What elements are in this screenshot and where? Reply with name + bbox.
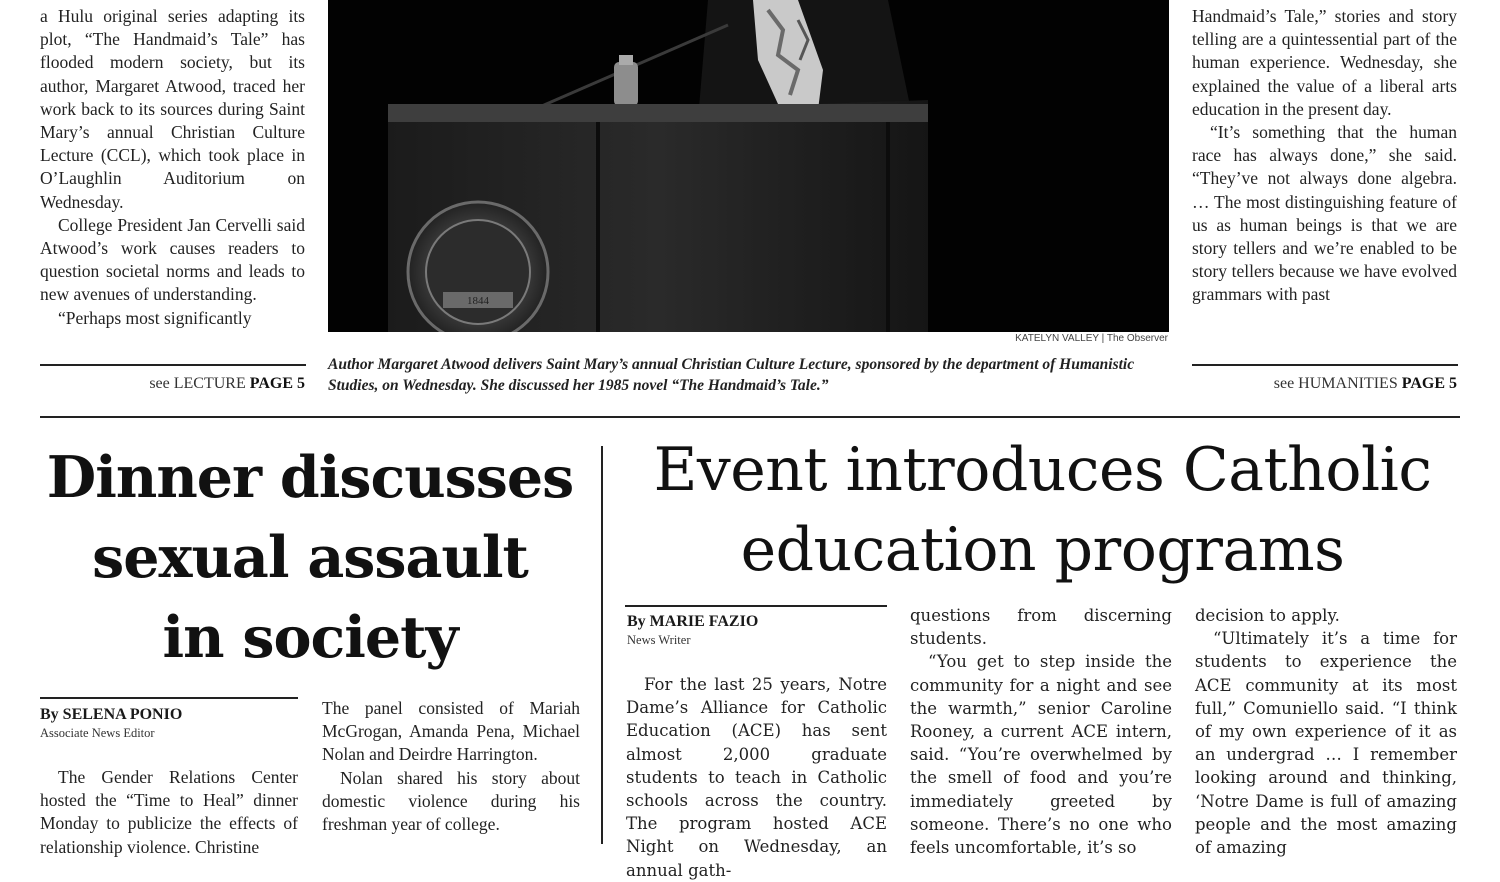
lecture-right-paragraph: “It’s something that the human race has always done,” she said. “They’ve not always done algebra. … The most distinguishing feature of us as human beings is that we are story tellers and we’re enabled to be story tellers because we have evolved grammars with past (1192, 122, 1457, 305)
dinner-byline (40, 706, 300, 741)
lecture-right-paragraph: Handmaid’s Tale,” stories and story telling are a quintessential part of the human experience. Wednesday, she explained the value of a liberal arts education in the present day. (1192, 6, 1457, 119)
dinner-column-1 (40, 766, 298, 859)
humanities-jump-link[interactable] (1192, 375, 1457, 393)
column-divider (601, 446, 603, 844)
ace-byline-rule (625, 605, 887, 607)
dinner-byline-rule (40, 697, 298, 699)
dinner-paragraph: The panel consisted of Mariah McGrogan, Amanda Pena, Michael Nolan and Deirdre Harrington. (322, 698, 580, 765)
lecture-photo (328, 0, 1169, 332)
ace-paragraph: questions from discerning students. (910, 606, 1172, 649)
jump-page-text: PAGE 5 (1401, 375, 1457, 392)
jump-see-text: see HUMANITIES (1273, 375, 1398, 392)
ace-headline (625, 430, 1460, 590)
headline-line: in society (162, 604, 458, 671)
lecture-right-column (1192, 5, 1457, 307)
ace-paragraph: “You get to step inside the community for a night and see the warmth,” senior Caroline Rooney, a current ACE intern, said. “You’re overwhelmed by the smell of food and you’re immediately greeted by someone. There’s no one who feels uncomfortable, it’s so (910, 652, 1172, 858)
dinner-headline (35, 438, 585, 678)
jump-see-text: see LECTURE (149, 375, 246, 392)
byline-name: By SELENA PONIO (40, 706, 183, 723)
dinner-paragraph: Nolan shared his story about domestic violence during his freshman year of college. (322, 767, 580, 835)
podium-seal-year: 1844 (467, 295, 489, 307)
headline-line: education programs (740, 515, 1345, 585)
ace-column-2 (910, 604, 1172, 859)
byline-name: By MARIE FAZIO (627, 613, 759, 630)
ace-paragraph: For the last 25 years, Notre Dame’s Alliance for Catholic Education (ACE) has sent almost 2,000 graduate students to teach in Catholic schools across the country. The program hosted ACE Night on Wednesday, an annual gath- (626, 675, 887, 880)
ace-paragraph: “Ultimately it’s a time for students to experience the ACE community at its most full,” Comuniello said. “I think of my own experience of it as an undergrad … I remember looking around and thinking, ‘Notre Dame is full of amazing people and the most amazing of amazing (1195, 629, 1457, 858)
speaker-at-podium-image (328, 0, 1169, 332)
ace-byline (627, 613, 887, 648)
photo-credit: KATELYN VALLEY | The Observer (1015, 333, 1168, 344)
lecture-left-paragraph: a Hulu original series adapting its plot, “The Handmaid’s Tale” has flooded modern society, but its author, Margaret Atwood, traced her work back to its sources during Saint Mary’s annual Christian Culture Lecture (CCL), which took place in O’Laughlin Auditorium on Wednesday. (40, 6, 305, 212)
lecture-left-rule (40, 364, 306, 366)
photo-caption: Author Margaret Atwood delivers Saint Mary’s annual Christian Culture Lecture, sponsored by the department of Humanistic Studies, on Wednesday. She discussed her 1985 novel “The Handmaid’s Tale.” (328, 356, 1135, 394)
lecture-right-rule (1192, 364, 1458, 366)
section-divider (40, 416, 1460, 418)
lecture-left-paragraph: College President Jan Cervelli said Atwood’s work causes readers to question societal norms and leads to new avenues of understanding. (40, 214, 305, 305)
dinner-column-2 (322, 697, 580, 836)
jump-page-text: PAGE 5 (249, 375, 305, 392)
lecture-jump-link[interactable] (40, 375, 305, 393)
ace-paragraph: decision to apply. (1195, 606, 1340, 625)
byline-role: News Writer (627, 633, 691, 647)
lecture-left-paragraph: “Perhaps most significantly (58, 307, 252, 328)
ace-column-1 (626, 673, 887, 882)
dinner-paragraph: The Gender Relations Center hosted the “Time to Heal” dinner Monday to publicize the effects of relationship violence. Christine (40, 767, 298, 857)
lecture-left-column (40, 5, 305, 330)
headline-line: Dinner discusses (46, 444, 574, 511)
ace-column-3 (1195, 604, 1457, 859)
byline-role: Associate News Editor (40, 726, 155, 740)
headline-line: sexual assault (92, 524, 528, 591)
headline-line: Event introduces Catholic (653, 435, 1432, 505)
